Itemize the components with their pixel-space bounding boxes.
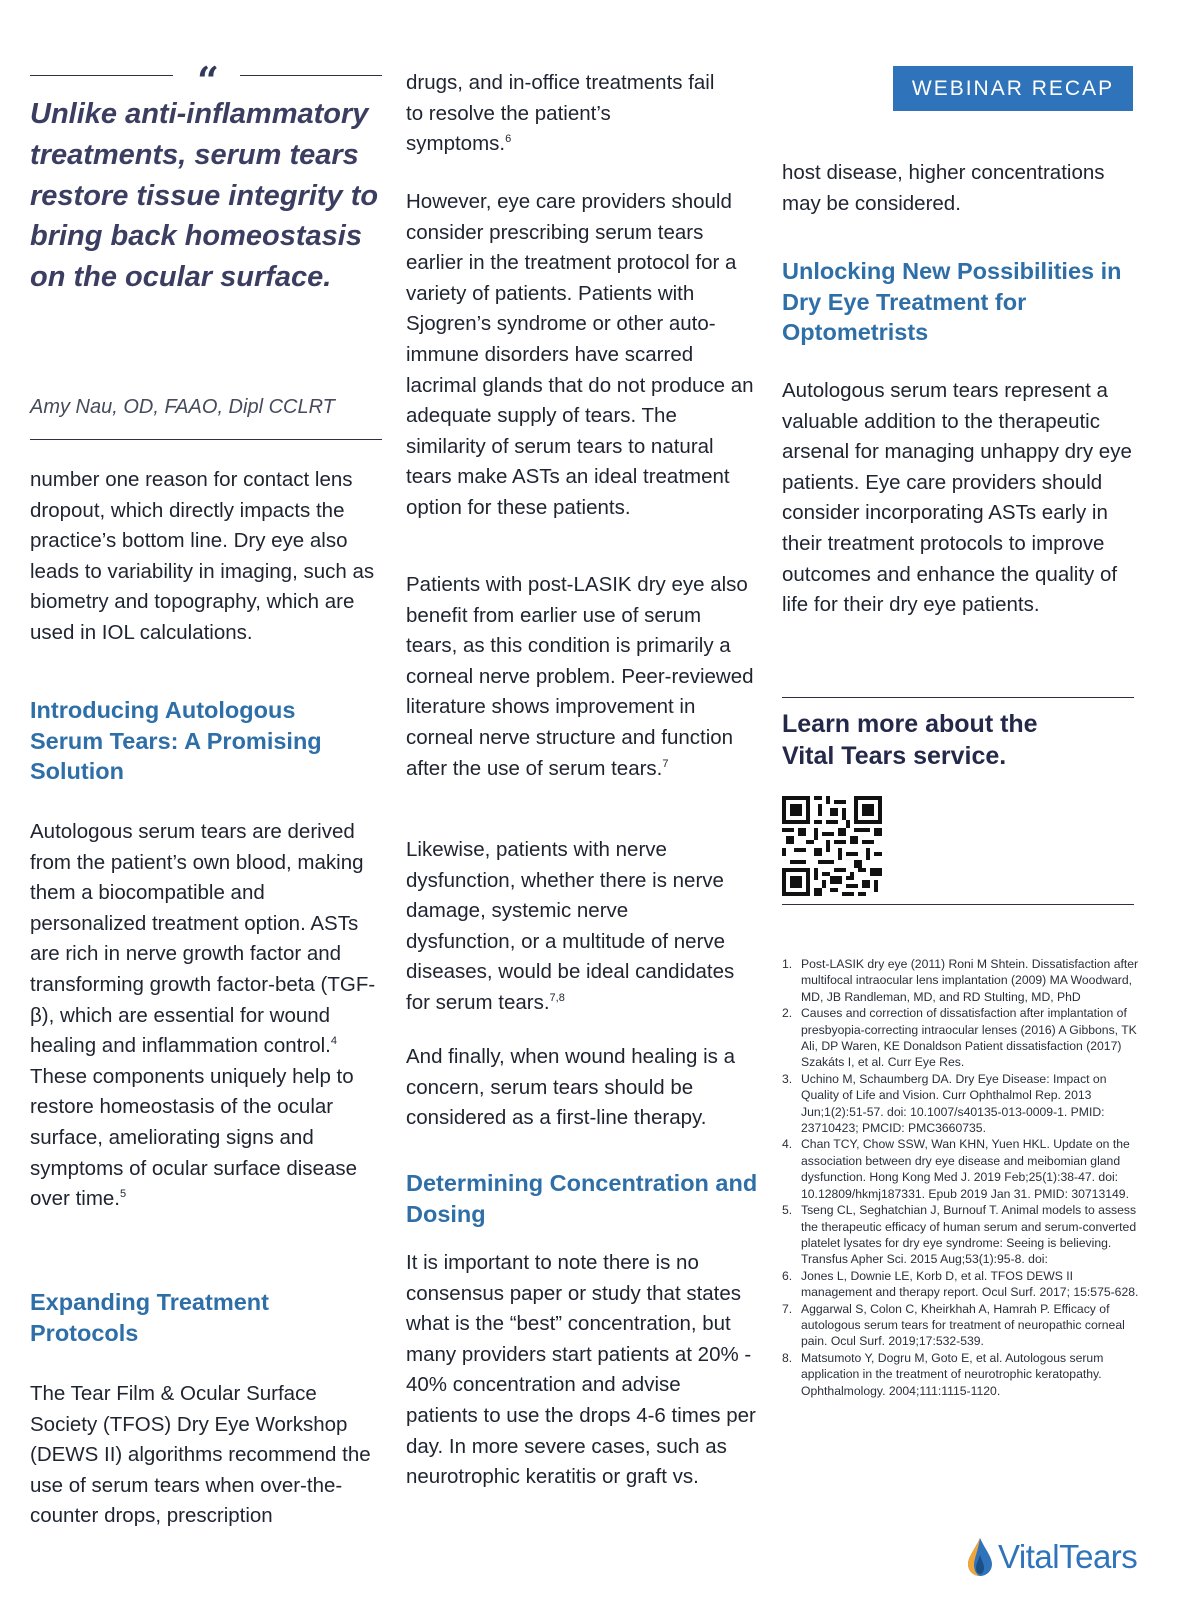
reference-item: [782, 1005, 1142, 1071]
reference-item: [782, 1071, 1142, 1137]
reference-item: [782, 1136, 1142, 1202]
reference-number: 7.: [782, 1301, 793, 1316]
references-list: [782, 956, 1142, 1399]
paragraph-graft-vs-host: host disease, higher concentrations may be considered.: [782, 161, 1105, 215]
heading-introducing-ast: Introducing Autologous Serum Tears: A Promising Solution: [30, 697, 322, 784]
pull-quote: Unlike anti-inflammatory treatments, serum tears restore tissue integrity to bring back homeostasis on the ocular surface.: [30, 98, 379, 294]
paragraph-post-lasik: Patients with post-LASIK dry eye also benefit from earlier use of serum tears, as this condition is primarily a corneal nerve problem. Peer-reviewed literature shows improvement in corneal nerve structure and function after the use of serum tears.$^7$: [406, 573, 754, 780]
reference-text: Causes and correction of dissatisfaction after implantation of presbyopia-correcting intraocular lenses (2016) A Gibbons, TK Ali, DP Waren, KE Donaldson Patient dissatisfaction (2017) Szakáts I, et al. Curr Eye Res.: [801, 1006, 1137, 1070]
learn-more-heading: Learn more about the Vital Tears service.: [782, 710, 1038, 770]
paragraph-nerve-dysfunction: Likewise, patients with nerve dysfunction, whether there is nerve damage, systemic nerve dysfunction, or a multitude of nerve diseases, would be ideal candidates for serum tears.$^{7,8}$: [406, 838, 735, 1014]
vital-tears-logo: [966, 1532, 1137, 1582]
quote-rule-left: [30, 75, 173, 76]
reference-text: Tseng CL, Seghatchian J, Burnouf T. Animal models to assess the therapeutic efficacy of human serum and serum-converted platelet lysates for dry eye syndrome: Seeing is believing. Transfus Apher Sci. 2015 Aug;53(1):95-8. doi:: [801, 1203, 1137, 1267]
reference-text: Matsumoto Y, Dogru M, Goto E, et al. Autologous serum application in the treatment of neurotrophic keratopathy. Ophthalmology. 2004;111:1115-1120.: [801, 1350, 1104, 1398]
quote-rule-bottom: [30, 439, 382, 440]
citation-7-8: 7,8: [549, 991, 565, 1004]
paragraph-in-office: drugs, and in-office treatments fail to resolve the patient’s symptoms.$^6$: [406, 71, 715, 156]
citation-7: 7: [662, 757, 669, 770]
reference-number: 1.: [782, 957, 793, 971]
reference-item: [782, 956, 1142, 1005]
reference-item: [782, 1202, 1142, 1268]
reference-item: [782, 1350, 1142, 1399]
heading-concentration-dosing: Determining Concentration and Dosing: [406, 1170, 758, 1227]
reference-number: 5.: [782, 1203, 793, 1218]
quote-mark-icon: “: [197, 58, 219, 103]
reference-item: [782, 1268, 1142, 1301]
citation-6: 6: [505, 133, 512, 146]
webinar-recap-badge: WEBINAR RECAP: [893, 66, 1133, 111]
paragraph-conclusion: Autologous serum tears represent a valuable addition to the therapeutic arsenal for managing unhappy dry eye patients. Eye care providers should consider incorporating ASTs early in their treatment protocols to improve outcomes and enhance the quality of life for their dry eye patients.: [782, 379, 1132, 617]
paragraph-tfos: The Tear Film & Ocular Surface Society (TFOS) Dry Eye Workshop (DEWS II) algorithms recommend the use of serum tears when over-the-counter drops, prescription: [30, 1382, 371, 1528]
reference-number: 4.: [782, 1137, 793, 1152]
citation-4: 4: [330, 1035, 337, 1048]
reference-item: [782, 1301, 1142, 1350]
paragraph-wound-healing: And finally, when wound healing is a concern, serum tears should be considered as a first-line therapy.: [406, 1045, 735, 1130]
logo-text: VitalTears: [998, 1538, 1138, 1575]
divider-learn-bottom: [782, 904, 1134, 905]
heading-expanding-protocols: Expanding Treatment Protocols: [30, 1289, 269, 1346]
reference-text: Uchino M, Schaumberg DA. Dry Eye Disease: Impact on Quality of Life and Vision. Curr Ophthalmol Rep. 2013 Jun;1(2):51-57. doi: 10.1007/s40135-013-0009-1. PMID: 23710423; PMCID: PMC3660735.: [801, 1071, 1107, 1136]
reference-text: Post-LASIK dry eye (2011) Roni M Shtein. Dissatisfaction after multifocal intraocular lens implantation (2009) MA Woodward, MD, JB Randleman, MD, and RD Stulting, MD, PhD: [801, 957, 1139, 1004]
quote-rule-right: [240, 75, 382, 76]
reference-text: Chan TCY, Chow SSW, Wan KHN, Yuen HKL. Update on the association between dry eye disease and meibomian gland dysfunction. Hong Kong Med J. 2019 Feb;25(1):38-47. doi: 10.12809/hkmj187331. Epub 2019 Jan 31. PMID: 30713149.: [801, 1137, 1130, 1201]
reference-number: 2.: [782, 1006, 793, 1021]
droplet-icon: [966, 1537, 994, 1577]
heading-unlocking-possibilities: Unlocking New Possibilities in Dry Eye Treatment for Optometrists: [782, 258, 1122, 345]
reference-text: Jones L, Downie LE, Korb D, et al. TFOS DEWS II management and therapy report. Ocul Surf. 2017; 15:575-628.: [801, 1268, 1139, 1300]
divider-learn-top: [782, 697, 1134, 698]
paragraph-concentration: It is important to note there is no consensus paper or study that states what is the “best” concentration, but many providers start patients at 20% - 40% concentration and advise patients to use the drops 4-6 times per day. In more severe cases, such as neurotrophic keratitis or graft vs.: [406, 1251, 756, 1489]
reference-text: Aggarwal S, Colon C, Kheirkhah A, Hamrah P. Efficacy of autologous serum tears for treatment of neuropathic corneal pain. Ocul Surf. 2019;17:532-539.: [801, 1301, 1125, 1349]
reference-number: 6.: [782, 1268, 793, 1283]
quote-author: Amy Nau, OD, FAAO, Dipl CCLRT: [30, 396, 335, 418]
paragraph-contact-lens: number one reason for contact lens dropout, which directly impacts the practice’s bottom line. Dry eye also leads to variability in imaging, such as biometry and topography, which are used in IOL calculations.: [30, 468, 375, 644]
citation-5: 5: [120, 1188, 127, 1201]
qr-code-icon[interactable]: [782, 796, 882, 896]
reference-number: 3.: [782, 1071, 793, 1086]
reference-number: 8.: [782, 1350, 793, 1365]
paragraph-ast-description: Autologous serum tears are derived from the patient’s own blood, making them a biocompatible and personalized treatment option. ASTs are rich in nerve growth factor and transforming growth factor-beta (TGF-β), which are essential for wound healing and inflammation control.$^4$ These components uniquely help to restore homeostasis of the ocular surface, ameliorating signs and symptoms of ocular surface disease over time.$^5$: [30, 820, 376, 1211]
paragraph-prescribing-earlier: However, eye care providers should consider prescribing serum tears earlier in the treatment protocol for a variety of patients. Patients with Sjogren’s syndrome or other auto-immune disorders have scarred lacrimal glands that do not produce an adequate supply of tears. The similarity of serum tears to natural tears make ASTs an ideal treatment option for these patients.: [406, 190, 754, 519]
